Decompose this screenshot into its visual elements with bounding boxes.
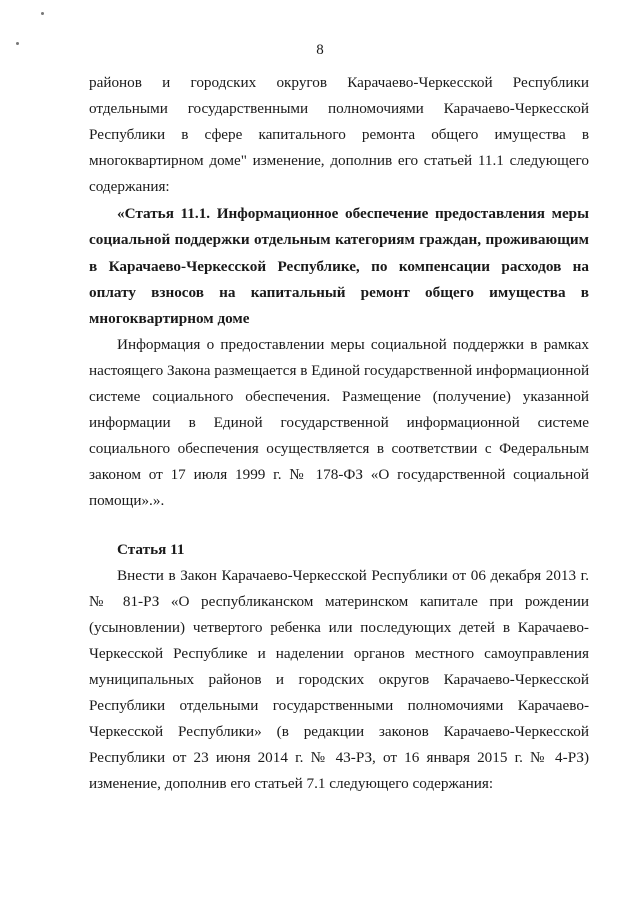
article-heading-line: многоквартирном доме — [89, 310, 250, 327]
article-heading-line: в Карачаево-Черкесской Республике, по компенсации расходов на — [89, 258, 589, 275]
paragraph-line: социального обеспечения осуществляется в соответствии с Федеральным — [89, 440, 589, 457]
paragraph-line: помощи».». — [89, 492, 165, 509]
paragraph-line: (усыновлении) четвертого ребенка или последующих детей в Карачаево- — [89, 619, 589, 636]
paragraph-line: Информация о предоставлении меры социальной поддержки в рамках — [117, 336, 589, 353]
paragraph-line: Республики в сфере капитального ремонта общего имущества в — [89, 126, 589, 143]
paragraph-line: отдельными государственными полномочиями Карачаево-Черкесской — [89, 100, 589, 117]
paragraph-line: № 81-РЗ «О республиканском материнском капитале при рождении — [89, 593, 589, 610]
paragraph-line: содержания: — [89, 178, 170, 195]
paragraph-line: законом от 17 июля 1999 г. № 178-ФЗ «О государственной социальной — [89, 466, 589, 483]
paragraph-line: многоквартирном доме" изменение, дополнив его статьей 11.1 следующего — [89, 152, 589, 169]
paragraph-line: Внести в Закон Карачаево-Черкесской Республики от 06 декабря 2013 г. — [117, 567, 589, 584]
article-heading-line: социальной поддержки отдельным категориям граждан, проживающим — [89, 231, 589, 248]
article-heading-line: оплату взносов на капитальный ремонт общего имущества в — [89, 284, 589, 301]
paragraph-line: Республики от 23 июня 2014 г. № 43-РЗ, от 16 января 2015 г. № 4-РЗ) — [89, 749, 589, 766]
page-number: 8 — [316, 42, 324, 58]
scan-speck — [41, 12, 44, 15]
paragraph-line: информации в Единой государственной информационной системе — [89, 414, 589, 431]
article-heading-line: «Статья 11.1. Информационное обеспечение предоставления меры — [117, 205, 589, 222]
paragraph-line: районов и городских округов Карачаево-Черкесской Республики — [89, 74, 589, 91]
paragraph-line: Черкесской Республике и наделении органов местного самоуправления — [89, 645, 589, 662]
paragraph-line: настоящего Закона размещается в Единой государственной информационной — [89, 362, 590, 379]
paragraph-line: муниципальных районов и городских округов Карачаево-Черкесской — [89, 671, 589, 688]
paragraph-line: изменение, дополнив его статьей 7.1 следующего содержания: — [89, 775, 494, 792]
article-title: Статья 11 — [117, 541, 185, 558]
paragraph-line: Черкесской Республики» (в редакции законов Карачаево-Черкесской — [89, 723, 589, 740]
paragraph-line: системе социального обеспечения. Размещение (получение) указанной — [89, 388, 589, 405]
paragraph-line: Республики отдельными государственными полномочиями Карачаево- — [89, 697, 589, 714]
